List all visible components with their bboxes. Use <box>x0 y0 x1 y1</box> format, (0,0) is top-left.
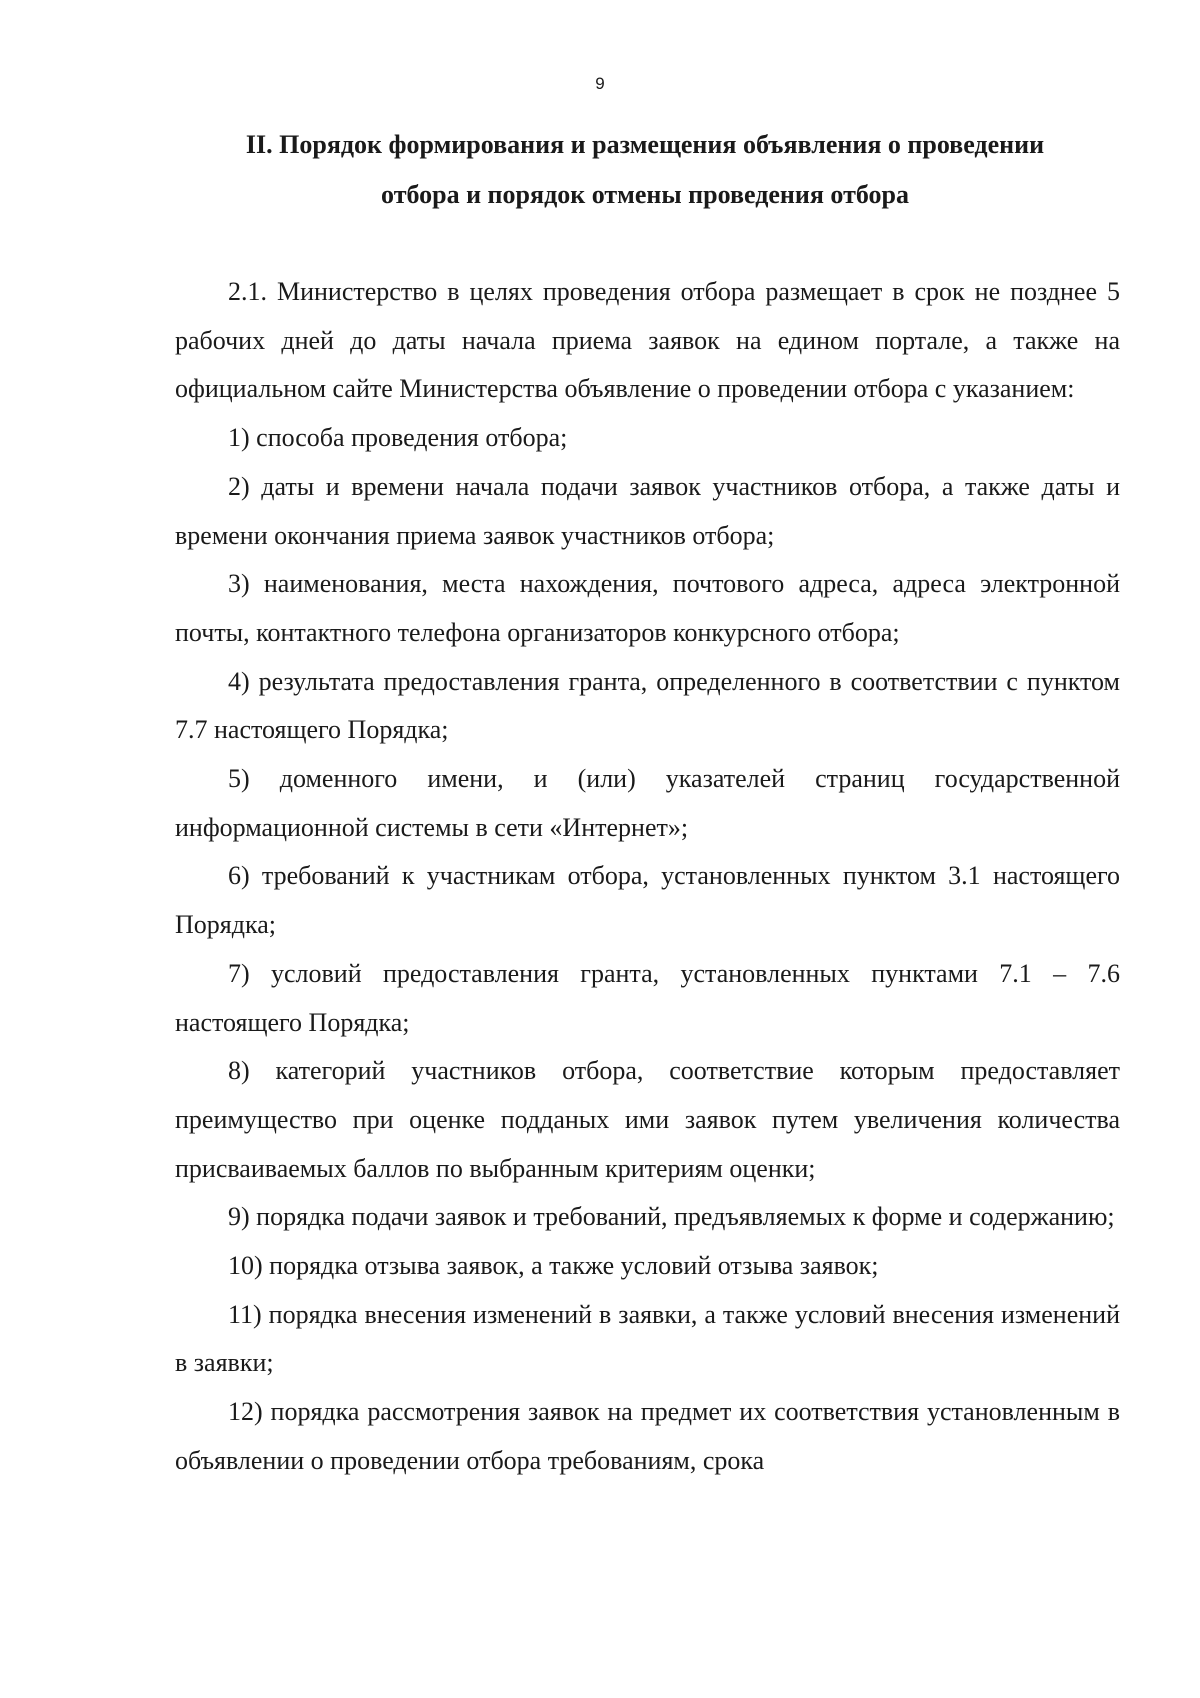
list-item-2: 2) даты и времени начала подачи заявок участников отбора, а также даты и времени окончания приема заявок участников отбора; <box>175 471 1120 550</box>
list-item-11: 11) порядка внесения изменений в заявки, а также условий внесения изменений в заявки; <box>175 1299 1120 1378</box>
section-heading-line-2: отбора и порядок отмены проведения отбора <box>381 180 909 209</box>
list-item-10: 10) порядка отзыва заявок, а также условий отзыва заявок; <box>228 1251 879 1281</box>
list-item-5: 5) доменного имени, и (или) указателей страниц государственной информационной системы в сети «Интернет»; <box>175 764 1120 842</box>
list-item-8: 8) категорий участников отбора, соответствие которым предоставляет преимущество при оценке подданых ими заявок путем увеличения количества присваиваемых баллов по выбранным критериям оценки; <box>175 1056 1120 1183</box>
list-item-4: 4) результата предоставления гранта, определенного в соответствии с пунктом 7.7 настоящего Порядка; <box>175 666 1120 745</box>
list-item-1: 1) способа проведения отбора; <box>228 423 568 453</box>
list-item-9: 9) порядка подачи заявок и требований, предъявляемых к форме и содержанию; <box>228 1202 1115 1232</box>
list-item-7: 7) условий предоставления гранта, установленных пунктами 7.1 – 7.6 настоящего Порядка; <box>175 958 1120 1037</box>
paragraph-2-1: 2.1. Министерство в целях проведения отбора размещает в срок не позднее 5 рабочих дней до даты начала приема заявок на едином портале, а также на официальном сайте Министерства объявление о проведении отбора с указанием: <box>175 277 1120 404</box>
list-item-6: 6) требований к участникам отбора, установленных пунктом 3.1 настоящего Порядка; <box>175 861 1120 940</box>
section-heading-line-1: II. Порядок формирования и размещения объявления о проведении <box>245 130 1045 159</box>
list-item-3: 3) наименования, места нахождения, почтового адреса, адреса электронной почты, контактного телефона организаторов конкурсного отбора; <box>175 569 1120 647</box>
list-item-12: 12) порядка рассмотрения заявок на предмет их соответствия установленным в объявлении о проведении отбора требованиям, срока <box>175 1397 1120 1475</box>
page-number: 9 <box>595 74 605 93</box>
section-heading <box>175 120 1115 220</box>
document-body <box>175 268 1120 1486</box>
